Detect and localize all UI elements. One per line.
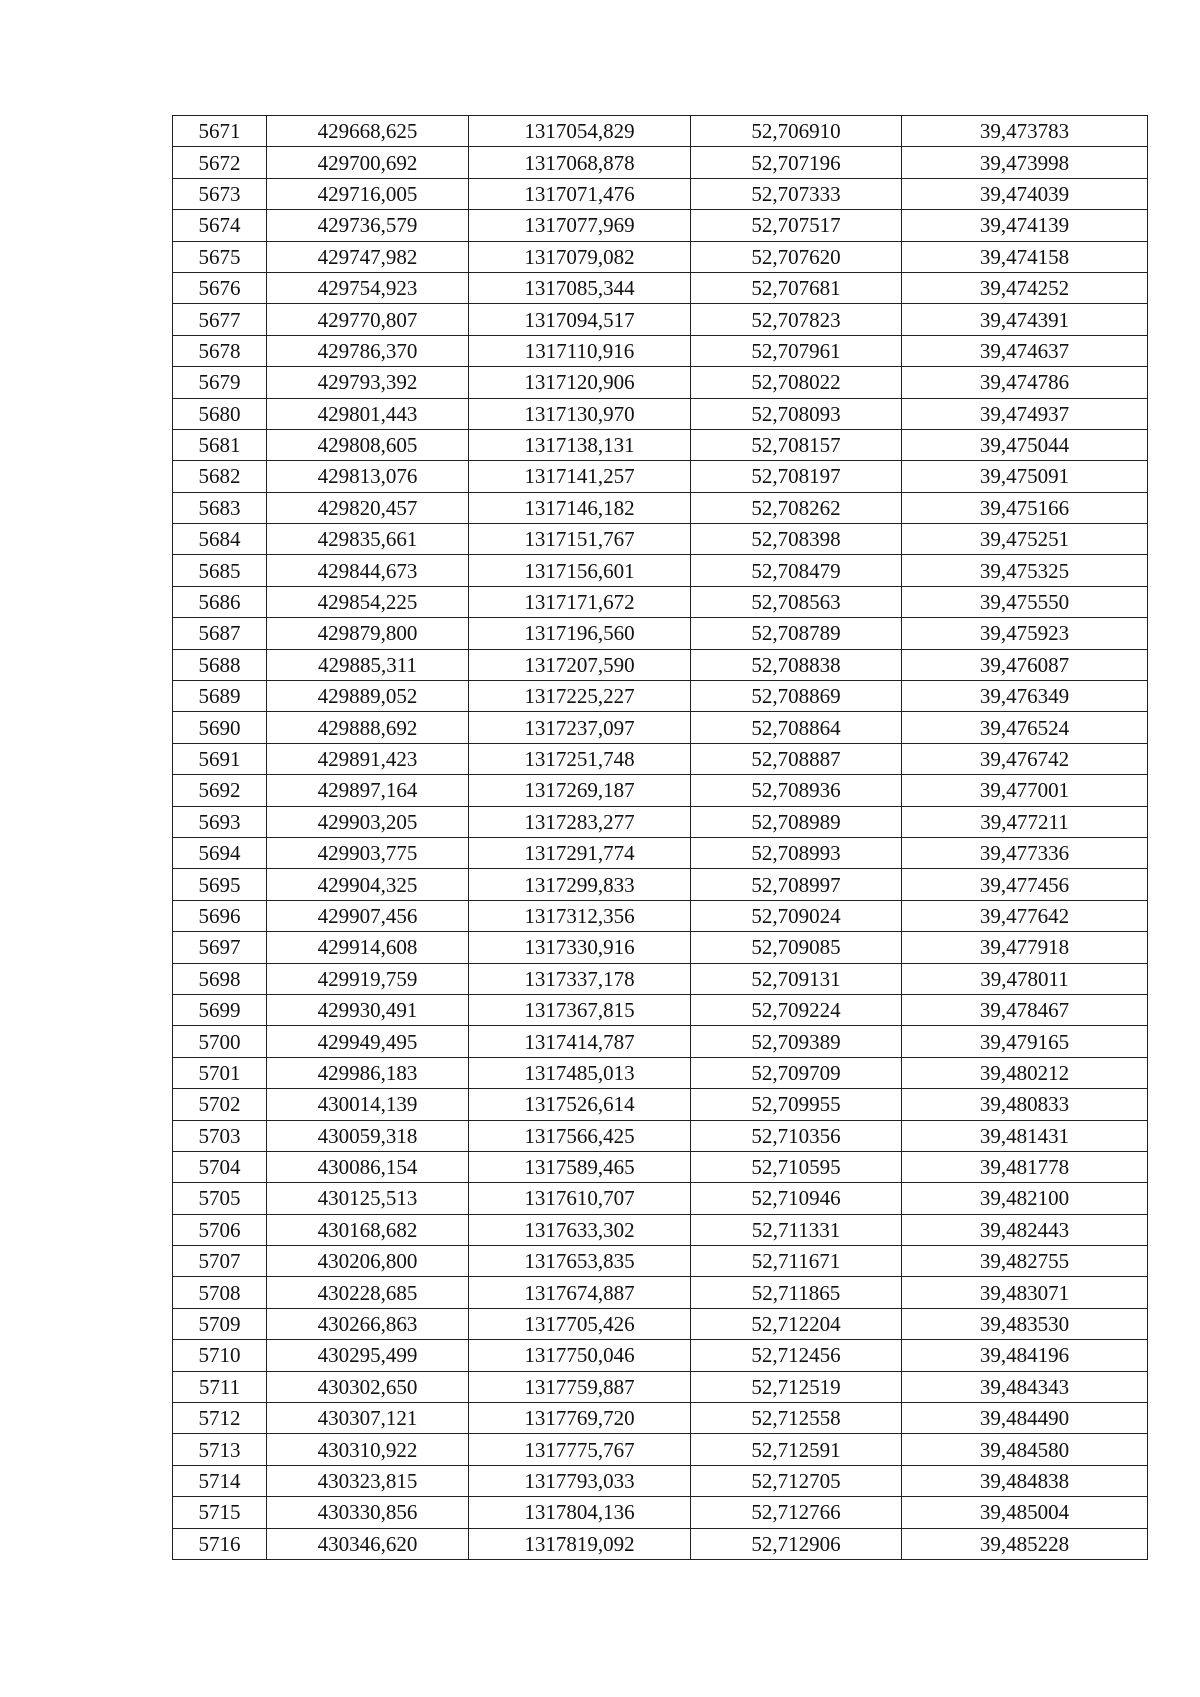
longitude-cell: 39,477336 [902,837,1148,868]
longitude-cell: 39,474252 [902,272,1148,303]
point-number-cell: 5695 [173,869,267,900]
x-coordinate-cell: 430310,922 [267,1434,469,1465]
y-coordinate-cell: 1317151,767 [469,524,691,555]
y-coordinate-cell: 1317633,302 [469,1214,691,1245]
x-coordinate-cell: 429903,205 [267,806,469,837]
y-coordinate-cell: 1317775,767 [469,1434,691,1465]
latitude-cell: 52,708869 [691,681,902,712]
point-number-cell: 5715 [173,1497,267,1528]
x-coordinate-cell: 429914,608 [267,932,469,963]
x-coordinate-cell: 429770,807 [267,304,469,335]
table-row [173,1528,1148,1559]
longitude-cell: 39,475166 [902,492,1148,523]
longitude-cell: 39,484490 [902,1403,1148,1434]
table-row [173,178,1148,209]
y-coordinate-cell: 1317146,182 [469,492,691,523]
x-coordinate-cell: 429949,495 [267,1026,469,1057]
latitude-cell: 52,712591 [691,1434,902,1465]
x-coordinate-cell: 429700,692 [267,147,469,178]
y-coordinate-cell: 1317526,614 [469,1089,691,1120]
latitude-cell: 52,708563 [691,586,902,617]
latitude-cell: 52,712519 [691,1371,902,1402]
longitude-cell: 39,479165 [902,1026,1148,1057]
x-coordinate-cell: 429668,625 [267,116,469,147]
point-number-cell: 5689 [173,681,267,712]
latitude-cell: 52,708789 [691,618,902,649]
longitude-cell: 39,477642 [902,900,1148,931]
latitude-cell: 52,708887 [691,743,902,774]
table-row [173,932,1148,963]
longitude-cell: 39,475251 [902,524,1148,555]
y-coordinate-cell: 1317196,560 [469,618,691,649]
point-number-cell: 5678 [173,335,267,366]
x-coordinate-cell: 430266,863 [267,1308,469,1339]
y-coordinate-cell: 1317110,916 [469,335,691,366]
point-number-cell: 5679 [173,367,267,398]
point-number-cell: 5701 [173,1057,267,1088]
point-number-cell: 5702 [173,1089,267,1120]
point-number-cell: 5683 [173,492,267,523]
table-row [173,900,1148,931]
longitude-cell: 39,482755 [902,1246,1148,1277]
y-coordinate-cell: 1317367,815 [469,994,691,1025]
longitude-cell: 39,476087 [902,649,1148,680]
longitude-cell: 39,484343 [902,1371,1148,1402]
table-row [173,712,1148,743]
longitude-cell: 39,474158 [902,241,1148,272]
table-row [173,837,1148,868]
longitude-cell: 39,484580 [902,1434,1148,1465]
x-coordinate-cell: 429891,423 [267,743,469,774]
table-row [173,398,1148,429]
y-coordinate-cell: 1317804,136 [469,1497,691,1528]
table-row [173,1340,1148,1371]
longitude-cell: 39,482443 [902,1214,1148,1245]
longitude-cell: 39,485004 [902,1497,1148,1528]
longitude-cell: 39,477918 [902,932,1148,963]
table-row [173,806,1148,837]
latitude-cell: 52,708989 [691,806,902,837]
y-coordinate-cell: 1317068,878 [469,147,691,178]
latitude-cell: 52,707620 [691,241,902,272]
longitude-cell: 39,475325 [902,555,1148,586]
x-coordinate-cell: 429813,076 [267,461,469,492]
table-row [173,1434,1148,1465]
y-coordinate-cell: 1317312,356 [469,900,691,931]
latitude-cell: 52,709024 [691,900,902,931]
table-row [173,1497,1148,1528]
table-row [173,116,1148,147]
y-coordinate-cell: 1317299,833 [469,869,691,900]
x-coordinate-cell: 429930,491 [267,994,469,1025]
point-number-cell: 5672 [173,147,267,178]
latitude-cell: 52,711865 [691,1277,902,1308]
latitude-cell: 52,712558 [691,1403,902,1434]
point-number-cell: 5696 [173,900,267,931]
point-number-cell: 5713 [173,1434,267,1465]
latitude-cell: 52,708157 [691,429,902,460]
point-number-cell: 5690 [173,712,267,743]
longitude-cell: 39,481778 [902,1151,1148,1182]
longitude-cell: 39,484838 [902,1465,1148,1496]
y-coordinate-cell: 1317653,835 [469,1246,691,1277]
x-coordinate-cell: 429793,392 [267,367,469,398]
x-coordinate-cell: 430228,685 [267,1277,469,1308]
latitude-cell: 52,708197 [691,461,902,492]
x-coordinate-cell: 429904,325 [267,869,469,900]
latitude-cell: 52,710356 [691,1120,902,1151]
x-coordinate-cell: 429879,800 [267,618,469,649]
x-coordinate-cell: 429919,759 [267,963,469,994]
x-coordinate-cell: 429907,456 [267,900,469,931]
table-row [173,1246,1148,1277]
y-coordinate-cell: 1317156,601 [469,555,691,586]
latitude-cell: 52,709389 [691,1026,902,1057]
table-row [173,649,1148,680]
point-number-cell: 5677 [173,304,267,335]
latitude-cell: 52,709085 [691,932,902,963]
point-number-cell: 5711 [173,1371,267,1402]
y-coordinate-cell: 1317819,092 [469,1528,691,1559]
longitude-cell: 39,474139 [902,210,1148,241]
point-number-cell: 5707 [173,1246,267,1277]
table-row [173,586,1148,617]
latitude-cell: 52,712705 [691,1465,902,1496]
y-coordinate-cell: 1317283,277 [469,806,691,837]
y-coordinate-cell: 1317750,046 [469,1340,691,1371]
table-row [173,555,1148,586]
latitude-cell: 52,709224 [691,994,902,1025]
table-row [173,367,1148,398]
longitude-cell: 39,474637 [902,335,1148,366]
latitude-cell: 52,712204 [691,1308,902,1339]
point-number-cell: 5706 [173,1214,267,1245]
latitude-cell: 52,707333 [691,178,902,209]
point-number-cell: 5714 [173,1465,267,1496]
longitude-cell: 39,475044 [902,429,1148,460]
point-number-cell: 5680 [173,398,267,429]
table-row [173,304,1148,335]
table-row [173,775,1148,806]
y-coordinate-cell: 1317759,887 [469,1371,691,1402]
x-coordinate-cell: 429854,225 [267,586,469,617]
x-coordinate-cell: 430168,682 [267,1214,469,1245]
latitude-cell: 52,707517 [691,210,902,241]
table-row [173,210,1148,241]
x-coordinate-cell: 430346,620 [267,1528,469,1559]
y-coordinate-cell: 1317171,672 [469,586,691,617]
y-coordinate-cell: 1317291,774 [469,837,691,868]
point-number-cell: 5682 [173,461,267,492]
point-number-cell: 5710 [173,1340,267,1371]
y-coordinate-cell: 1317674,887 [469,1277,691,1308]
point-number-cell: 5708 [173,1277,267,1308]
point-number-cell: 5676 [173,272,267,303]
table-row [173,1371,1148,1402]
x-coordinate-cell: 430125,513 [267,1183,469,1214]
longitude-cell: 39,474039 [902,178,1148,209]
y-coordinate-cell: 1317237,097 [469,712,691,743]
latitude-cell: 52,709709 [691,1057,902,1088]
point-number-cell: 5694 [173,837,267,868]
x-coordinate-cell: 430323,815 [267,1465,469,1496]
y-coordinate-cell: 1317079,082 [469,241,691,272]
latitude-cell: 52,711671 [691,1246,902,1277]
x-coordinate-cell: 429736,579 [267,210,469,241]
coordinates-table-body [173,116,1148,1560]
point-number-cell: 5705 [173,1183,267,1214]
x-coordinate-cell: 429835,661 [267,524,469,555]
y-coordinate-cell: 1317705,426 [469,1308,691,1339]
x-coordinate-cell: 429889,052 [267,681,469,712]
longitude-cell: 39,483071 [902,1277,1148,1308]
point-number-cell: 5673 [173,178,267,209]
table-row [173,241,1148,272]
latitude-cell: 52,708479 [691,555,902,586]
y-coordinate-cell: 1317077,969 [469,210,691,241]
longitude-cell: 39,474937 [902,398,1148,429]
y-coordinate-cell: 1317225,227 [469,681,691,712]
longitude-cell: 39,475091 [902,461,1148,492]
point-number-cell: 5688 [173,649,267,680]
x-coordinate-cell: 429820,457 [267,492,469,523]
longitude-cell: 39,480833 [902,1089,1148,1120]
table-row [173,869,1148,900]
y-coordinate-cell: 1317485,013 [469,1057,691,1088]
latitude-cell: 52,710595 [691,1151,902,1182]
table-row [173,994,1148,1025]
x-coordinate-cell: 429786,370 [267,335,469,366]
point-number-cell: 5699 [173,994,267,1025]
longitude-cell: 39,474786 [902,367,1148,398]
x-coordinate-cell: 429801,443 [267,398,469,429]
table-row [173,492,1148,523]
latitude-cell: 52,712906 [691,1528,902,1559]
y-coordinate-cell: 1317769,720 [469,1403,691,1434]
point-number-cell: 5686 [173,586,267,617]
longitude-cell: 39,478467 [902,994,1148,1025]
longitude-cell: 39,473783 [902,116,1148,147]
x-coordinate-cell: 429747,982 [267,241,469,272]
table-row [173,1183,1148,1214]
latitude-cell: 52,708093 [691,398,902,429]
y-coordinate-cell: 1317120,906 [469,367,691,398]
point-number-cell: 5687 [173,618,267,649]
latitude-cell: 52,708997 [691,869,902,900]
x-coordinate-cell: 429754,923 [267,272,469,303]
y-coordinate-cell: 1317085,344 [469,272,691,303]
point-number-cell: 5716 [173,1528,267,1559]
point-number-cell: 5684 [173,524,267,555]
y-coordinate-cell: 1317793,033 [469,1465,691,1496]
latitude-cell: 52,712456 [691,1340,902,1371]
y-coordinate-cell: 1317251,748 [469,743,691,774]
point-number-cell: 5697 [173,932,267,963]
longitude-cell: 39,477456 [902,869,1148,900]
latitude-cell: 52,709131 [691,963,902,994]
longitude-cell: 39,477211 [902,806,1148,837]
x-coordinate-cell: 430307,121 [267,1403,469,1434]
table-row [173,1057,1148,1088]
latitude-cell: 52,708936 [691,775,902,806]
y-coordinate-cell: 1317054,829 [469,116,691,147]
latitude-cell: 52,706910 [691,116,902,147]
x-coordinate-cell: 430086,154 [267,1151,469,1182]
table-row [173,272,1148,303]
y-coordinate-cell: 1317566,425 [469,1120,691,1151]
point-number-cell: 5709 [173,1308,267,1339]
x-coordinate-cell: 430014,139 [267,1089,469,1120]
latitude-cell: 52,707681 [691,272,902,303]
point-number-cell: 5674 [173,210,267,241]
x-coordinate-cell: 429808,605 [267,429,469,460]
x-coordinate-cell: 429986,183 [267,1057,469,1088]
latitude-cell: 52,708864 [691,712,902,743]
latitude-cell: 52,708022 [691,367,902,398]
longitude-cell: 39,478011 [902,963,1148,994]
y-coordinate-cell: 1317094,517 [469,304,691,335]
x-coordinate-cell: 429716,005 [267,178,469,209]
latitude-cell: 52,708838 [691,649,902,680]
table-row [173,1214,1148,1245]
y-coordinate-cell: 1317589,465 [469,1151,691,1182]
point-number-cell: 5700 [173,1026,267,1057]
table-row [173,681,1148,712]
longitude-cell: 39,475923 [902,618,1148,649]
x-coordinate-cell: 429903,775 [267,837,469,868]
table-row [173,461,1148,492]
point-number-cell: 5704 [173,1151,267,1182]
latitude-cell: 52,712766 [691,1497,902,1528]
x-coordinate-cell: 430295,499 [267,1340,469,1371]
y-coordinate-cell: 1317330,916 [469,932,691,963]
coordinates-table [172,115,1148,1560]
latitude-cell: 52,708398 [691,524,902,555]
latitude-cell: 52,707823 [691,304,902,335]
point-number-cell: 5681 [173,429,267,460]
longitude-cell: 39,484196 [902,1340,1148,1371]
table-row [173,335,1148,366]
y-coordinate-cell: 1317138,131 [469,429,691,460]
point-number-cell: 5675 [173,241,267,272]
x-coordinate-cell: 430330,856 [267,1497,469,1528]
table-row [173,1151,1148,1182]
x-coordinate-cell: 430206,800 [267,1246,469,1277]
y-coordinate-cell: 1317337,178 [469,963,691,994]
longitude-cell: 39,480212 [902,1057,1148,1088]
point-number-cell: 5692 [173,775,267,806]
table-row [173,524,1148,555]
y-coordinate-cell: 1317414,787 [469,1026,691,1057]
longitude-cell: 39,482100 [902,1183,1148,1214]
table-row [173,147,1148,178]
table-row [173,1026,1148,1057]
table-row [173,1403,1148,1434]
point-number-cell: 5685 [173,555,267,586]
latitude-cell: 52,708993 [691,837,902,868]
point-number-cell: 5712 [173,1403,267,1434]
point-number-cell: 5703 [173,1120,267,1151]
latitude-cell: 52,707196 [691,147,902,178]
y-coordinate-cell: 1317610,707 [469,1183,691,1214]
point-number-cell: 5693 [173,806,267,837]
latitude-cell: 52,708262 [691,492,902,523]
x-coordinate-cell: 429897,164 [267,775,469,806]
table-row [173,618,1148,649]
longitude-cell: 39,476349 [902,681,1148,712]
longitude-cell: 39,473998 [902,147,1148,178]
longitude-cell: 39,477001 [902,775,1148,806]
point-number-cell: 5671 [173,116,267,147]
point-number-cell: 5691 [173,743,267,774]
x-coordinate-cell: 430302,650 [267,1371,469,1402]
table-row [173,1465,1148,1496]
table-row [173,429,1148,460]
table-row [173,1277,1148,1308]
latitude-cell: 52,709955 [691,1089,902,1120]
x-coordinate-cell: 429888,692 [267,712,469,743]
y-coordinate-cell: 1317207,590 [469,649,691,680]
longitude-cell: 39,481431 [902,1120,1148,1151]
x-coordinate-cell: 429885,311 [267,649,469,680]
table-row [173,1120,1148,1151]
table-row [173,963,1148,994]
longitude-cell: 39,483530 [902,1308,1148,1339]
y-coordinate-cell: 1317269,187 [469,775,691,806]
longitude-cell: 39,485228 [902,1528,1148,1559]
longitude-cell: 39,476742 [902,743,1148,774]
point-number-cell: 5698 [173,963,267,994]
table-row [173,743,1148,774]
table-row [173,1308,1148,1339]
latitude-cell: 52,710946 [691,1183,902,1214]
longitude-cell: 39,475550 [902,586,1148,617]
x-coordinate-cell: 430059,318 [267,1120,469,1151]
y-coordinate-cell: 1317071,476 [469,178,691,209]
latitude-cell: 52,707961 [691,335,902,366]
table-row [173,1089,1148,1120]
y-coordinate-cell: 1317130,970 [469,398,691,429]
x-coordinate-cell: 429844,673 [267,555,469,586]
y-coordinate-cell: 1317141,257 [469,461,691,492]
longitude-cell: 39,474391 [902,304,1148,335]
latitude-cell: 52,711331 [691,1214,902,1245]
longitude-cell: 39,476524 [902,712,1148,743]
